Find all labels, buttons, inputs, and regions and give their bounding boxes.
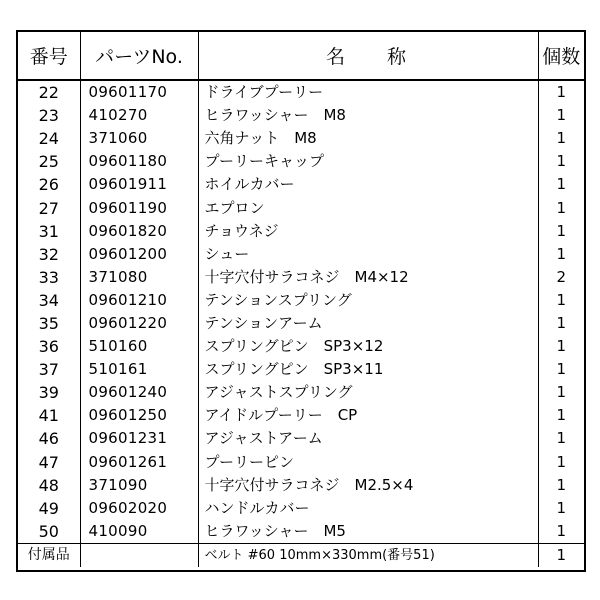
cell-number: 31: [18, 220, 80, 243]
cell-quantity: 2: [556, 267, 567, 286]
cell-name: テンションスプリング: [198, 289, 538, 312]
cell-part-number: 371080: [80, 266, 198, 289]
cell-part-number: 09601200: [80, 243, 198, 266]
cell-number: 47: [18, 451, 80, 474]
cell-name: チョウネジ: [198, 220, 538, 243]
cell-number: 25: [18, 150, 80, 173]
table-row: [18, 266, 584, 289]
cell-part-number: 09601220: [80, 312, 198, 335]
cell-name: アイドルプーリー CP: [198, 404, 538, 427]
table-row: [18, 127, 584, 150]
table-row: [18, 150, 584, 173]
cell-quantity: 1: [556, 106, 567, 125]
cell-quantity: 1: [556, 129, 567, 148]
cell-quantity: 1: [556, 337, 567, 356]
cell-part-number: 09601240: [80, 381, 198, 404]
cell-number: 37: [18, 358, 80, 381]
cell-quantity: 1: [556, 406, 567, 425]
cell-name: ホイルカバー: [198, 173, 538, 196]
accessory-row: [18, 543, 584, 567]
cell-number: 24: [18, 127, 80, 150]
cell-number: 32: [18, 243, 80, 266]
cell-name: ヒラワッシャー M5: [198, 520, 538, 544]
cell-part-number: 09601231: [80, 427, 198, 450]
table-row: [18, 404, 584, 427]
cell-name: 六角ナット M8: [198, 127, 538, 150]
cell-quantity: 1: [556, 360, 567, 379]
cell-part-number: 09602020: [80, 497, 198, 520]
cell-name: アジャストアーム: [198, 427, 538, 450]
cell-number: 26: [18, 173, 80, 196]
cell-part-number: 510161: [80, 358, 198, 381]
table-row: [18, 220, 584, 243]
cell-number: 33: [18, 266, 80, 289]
cell-quantity: 1: [556, 244, 567, 263]
cell-quantity: 1: [538, 543, 584, 567]
table-row: [18, 474, 584, 497]
header-name: 名 称: [198, 32, 538, 80]
cell-number: 22: [18, 80, 80, 104]
table-row: [18, 358, 584, 381]
cell-number: 49: [18, 497, 80, 520]
cell-quantity: 1: [556, 475, 567, 494]
table-row: [18, 520, 584, 544]
cell-name: ヒラワッシャー M8: [198, 104, 538, 127]
cell-name: 十字穴付サラコネジ M4×12: [198, 266, 538, 289]
cell-part-number: 09601261: [80, 451, 198, 474]
cell-quantity: 1: [556, 452, 567, 471]
cell-number: 27: [18, 196, 80, 219]
cell-part-number: 09601210: [80, 289, 198, 312]
cell-part-number: 09601820: [80, 220, 198, 243]
cell-number: 34: [18, 289, 80, 312]
cell-name: ドライブプーリー: [198, 80, 538, 104]
cell-number: 48: [18, 474, 80, 497]
cell-number: 41: [18, 404, 80, 427]
table-row: [18, 427, 584, 450]
cell-part-number: 410090: [80, 520, 198, 544]
cell-quantity: 1: [556, 498, 567, 517]
cell-number: 23: [18, 104, 80, 127]
cell-part-number: 510160: [80, 335, 198, 358]
cell-name: ハンドルカバー: [198, 497, 538, 520]
cell-part-number: 09601190: [80, 196, 198, 219]
cell-quantity: 1: [556, 521, 567, 540]
cell-name: プーリーキャップ: [198, 150, 538, 173]
cell-quantity: 1: [556, 429, 567, 448]
cell-number: 50: [18, 520, 80, 544]
cell-number: 46: [18, 427, 80, 450]
table-row: [18, 80, 584, 104]
header-number: 番号: [18, 32, 80, 80]
cell-part-number: 410270: [80, 104, 198, 127]
cell-quantity: 1: [556, 221, 567, 240]
cell-name: 十字穴付サラコネジ M2.5×4: [198, 474, 538, 497]
cell-part-number: 371060: [80, 127, 198, 150]
cell-number: 39: [18, 381, 80, 404]
cell-part-number: [80, 543, 198, 567]
cell-quantity: 1: [556, 290, 567, 309]
cell-quantity: 1: [556, 83, 567, 102]
cell-name: プーリーピン: [198, 451, 538, 474]
cell-quantity: 1: [556, 383, 567, 402]
cell-accessory-label: 付属品: [18, 543, 80, 567]
cell-name: ベルト #60 10mm×330mm(番号51): [198, 543, 538, 567]
table-row: [18, 381, 584, 404]
cell-quantity: 1: [556, 152, 567, 171]
cell-name: テンションアーム: [198, 312, 538, 335]
table-row: [18, 497, 584, 520]
cell-part-number: 09601911: [80, 173, 198, 196]
cell-quantity: 1: [556, 313, 567, 332]
cell-part-number: 09601250: [80, 404, 198, 427]
cell-name: アジャストスプリング: [198, 381, 538, 404]
cell-number: 36: [18, 335, 80, 358]
table-row: [18, 196, 584, 219]
table-row: [18, 243, 584, 266]
header-row: [18, 32, 584, 80]
table-row: [18, 173, 584, 196]
cell-part-number: 09601170: [80, 80, 198, 104]
cell-name: スプリングピン SP3×11: [198, 358, 538, 381]
cell-part-number: 09601180: [80, 150, 198, 173]
table-row: [18, 451, 584, 474]
table-row: [18, 289, 584, 312]
cell-name: スプリングピン SP3×12: [198, 335, 538, 358]
cell-name: エプロン: [198, 196, 538, 219]
cell-number: 35: [18, 312, 80, 335]
cell-quantity: 1: [556, 198, 567, 217]
parts-list-table: [18, 32, 584, 567]
header-quantity: 個数: [538, 32, 584, 80]
table-row: [18, 104, 584, 127]
table-row: [18, 312, 584, 335]
cell-part-number: 371090: [80, 474, 198, 497]
header-part-number: パーツNo.: [80, 32, 198, 80]
cell-name: シュー: [198, 243, 538, 266]
table-row: [18, 335, 584, 358]
cell-quantity: 1: [556, 175, 567, 194]
parts-list-table-frame: [16, 30, 586, 572]
